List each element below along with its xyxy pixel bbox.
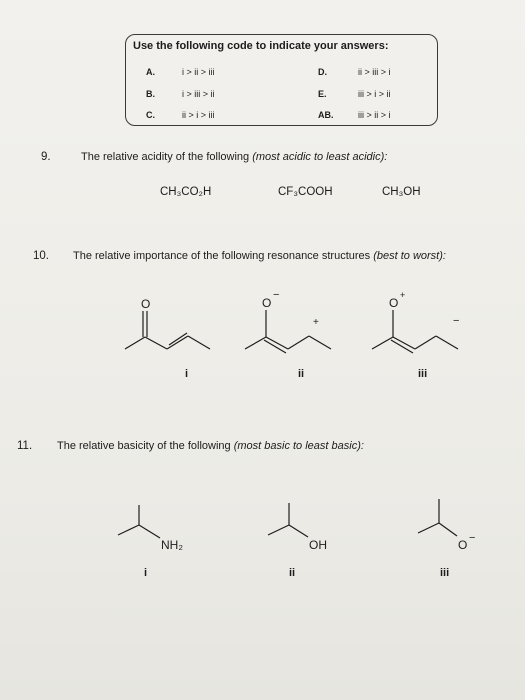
question-9-number: 9. — [41, 151, 51, 163]
oxygen-label: O — [141, 297, 151, 311]
compound-acetic-acid: CH₃CO₂H — [160, 186, 212, 198]
question-11-text: The relative basicity of the following (most basic to least basic): — [57, 440, 364, 452]
alkoxide-oxygen-label: O — [458, 538, 468, 552]
question-10-text: The relative importance of the following resonance structures (best to worst): — [73, 250, 446, 262]
option-b-letter: B. — [146, 89, 155, 99]
option-c-letter: C. — [146, 110, 155, 120]
compound-trifluoroacetic-acid: CF₃COOH — [278, 186, 333, 198]
option-b-value: i > iii > ii — [182, 89, 215, 99]
hydroxyl-group-label: OH — [309, 538, 327, 552]
structure-label-iii: iii — [440, 567, 450, 579]
question-9-text: The relative acidity of the following (most acidic to least acidic): — [81, 151, 388, 163]
structure-label-i: i — [185, 368, 189, 380]
negative-charge: − — [273, 289, 280, 301]
amino-group-label: NH₂ — [161, 538, 183, 552]
positive-charge: + — [313, 317, 319, 328]
option-c-value: ii > i > iii — [182, 110, 215, 120]
option-ab-value: iii > ii > i — [358, 110, 391, 120]
positive-charge: + — [400, 290, 406, 300]
structure-label-ii: ii — [289, 567, 296, 579]
structure-label-i: i — [144, 567, 148, 579]
code-box-title: Use the following code to indicate your answers: — [133, 40, 389, 52]
option-d-letter: D. — [318, 67, 327, 77]
option-d-value: ii > iii > i — [358, 67, 391, 77]
option-e-value: iii > i > ii — [358, 89, 391, 99]
question-10-number: 10. — [33, 250, 49, 262]
oxygen-label: O — [262, 296, 272, 310]
compound-methanol: CH₃OH — [382, 186, 421, 198]
option-a-value: i > ii > iii — [182, 67, 215, 77]
negative-charge: − — [469, 532, 476, 544]
negative-charge: − — [453, 315, 460, 327]
oxygen-label: O — [389, 296, 399, 310]
option-e-letter: E. — [318, 89, 327, 99]
option-ab-letter: AB. — [318, 110, 334, 120]
question-11-number: 11. — [17, 440, 33, 452]
structure-label-ii: ii — [298, 368, 305, 380]
structure-label-iii: iii — [418, 368, 428, 380]
option-a-letter: A. — [146, 67, 155, 77]
